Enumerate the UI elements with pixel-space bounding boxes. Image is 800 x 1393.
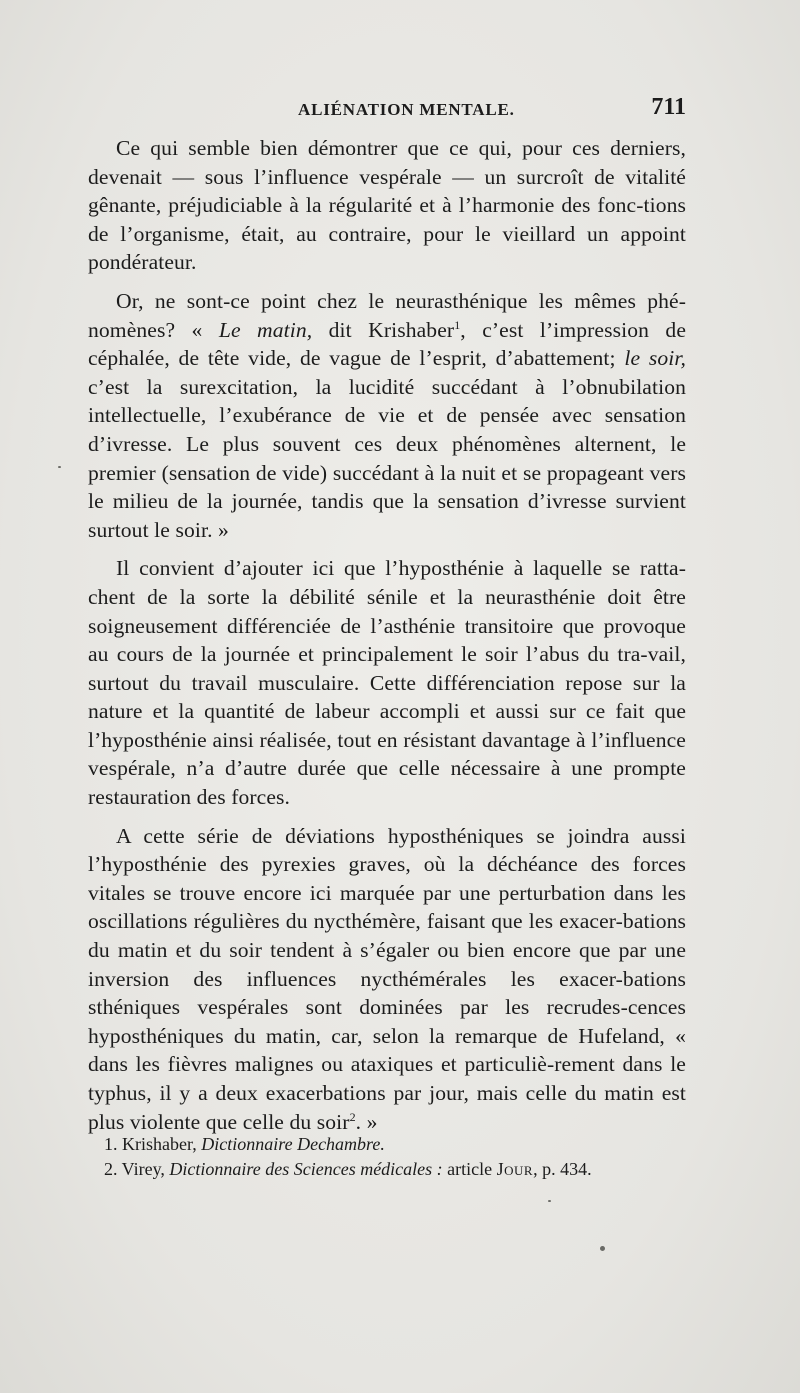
quote-le-soir: le soir, [624, 346, 686, 371]
paragraph-2-text-d: , c’est l’impression de céphalée, de tête vide, de vague de l’esprit, d’abattement; [88, 317, 686, 371]
page-header [88, 96, 686, 126]
paper-speck [58, 466, 61, 468]
footnote-2-smallcaps: Jour [496, 1159, 534, 1179]
footnote-1 [88, 1132, 692, 1157]
paragraph-2-text-a: Or, ne sont-ce point chez le neurasthénique les mêmes phé-nomènes? « [88, 288, 686, 342]
footnote-1-author: Krishaber, [117, 1134, 202, 1154]
paragraph-2-text-f: c’est la surexcitation, la lucidité succédant à l’obnubilation intellectuelle, l’exubérance de vie et de pensée avec sensation d’ivresse. Le plus souvent ces deux phénomènes alternent, le premier (sensation de vide) succédant à la nuit et se propageant vers le milieu de la journée, tandis que la sensation d’ivresse survient surtout le soir. » [88, 374, 686, 542]
running-title: ALIÉNATION MENTALE. [298, 100, 515, 119]
footnote-ref-2: 2 [349, 1109, 356, 1124]
paragraph-4-text-a: A cette série de déviations hyposthéniques se joindra aussi l’hyposthénie des pyrexies graves, où la déchéance des forces vitales se trouve encore ici marquée par une perturbation dans les oscillations régulières du nycthémère, faisant que les exacer-bations du matin et du soir tendent à s’égaler ou bien encore que par une inversion des influences nycthémérales les exacer-bations sthéniques vespérales sont dominées par les recrudes-cences hyposthéniques du matin, car, selon la remarque de Hufeland, « dans les fièvres malignes ou ataxiques et particuliè-rement dans le typhus, il y a deux exacerbations par jour, mais celle du matin est plus violente que celle du soir [88, 823, 686, 1134]
quote-le-matin: Le matin, [218, 317, 313, 342]
paragraph-4 [88, 822, 686, 1137]
paragraph-4-text-b: . » [355, 1109, 378, 1134]
footnote-2 [88, 1157, 692, 1182]
paragraph-2 [88, 287, 686, 544]
footnote-2-end: , p. 434. [533, 1159, 592, 1179]
paper-speck [548, 1200, 551, 1202]
footnote-1-number: 1. [104, 1134, 118, 1154]
paper-speck [600, 1246, 605, 1251]
footnote-2-title: Dictionnaire des Sciences médicales : [169, 1159, 443, 1179]
paragraph-1: Ce qui semble bien démontrer que ce qui, pour ces derniers, devenait — sous l’influence vespérale — un surcroît de vitalité gênante, préjudiciable à la régularité et à l’harmonie des fonc-tions de l’organisme, était, au contraire, pour le vieillard un appoint pondérateur. [88, 136, 686, 275]
paragraph-2-text-c: dit Krishaber [312, 317, 455, 342]
footnotes [88, 1132, 692, 1182]
footnote-2-number: 2. [104, 1159, 118, 1179]
footnote-ref-1: 1 [454, 317, 461, 332]
footnote-2-author: Virey, [117, 1159, 170, 1179]
body-text [88, 134, 686, 1146]
page-number: 711 [651, 94, 686, 120]
footnote-2-rest: article [442, 1159, 497, 1179]
paragraph-3: Il convient d’ajouter ici que l’hyposthénie à laquelle se ratta-chent de la sorte la débilité sénile et la neurasthénie doit être soigneusement différenciée de l’asthénie transitoire que provoque au cours de la journée et principalement le soir l’abus du tra-vail, surtout du travail musculaire. Cette différenciation repose sur la nature et la quantité de labeur accompli et aussi sur ce fait que l’hyposthénie ainsi réalisée, tout en résistant davantage à l’influence vespérale, n’a d’autre durée que celle nécessaire à une prompte restauration des forces. [88, 556, 686, 810]
footnote-1-title: Dictionnaire Dechambre. [201, 1134, 385, 1154]
